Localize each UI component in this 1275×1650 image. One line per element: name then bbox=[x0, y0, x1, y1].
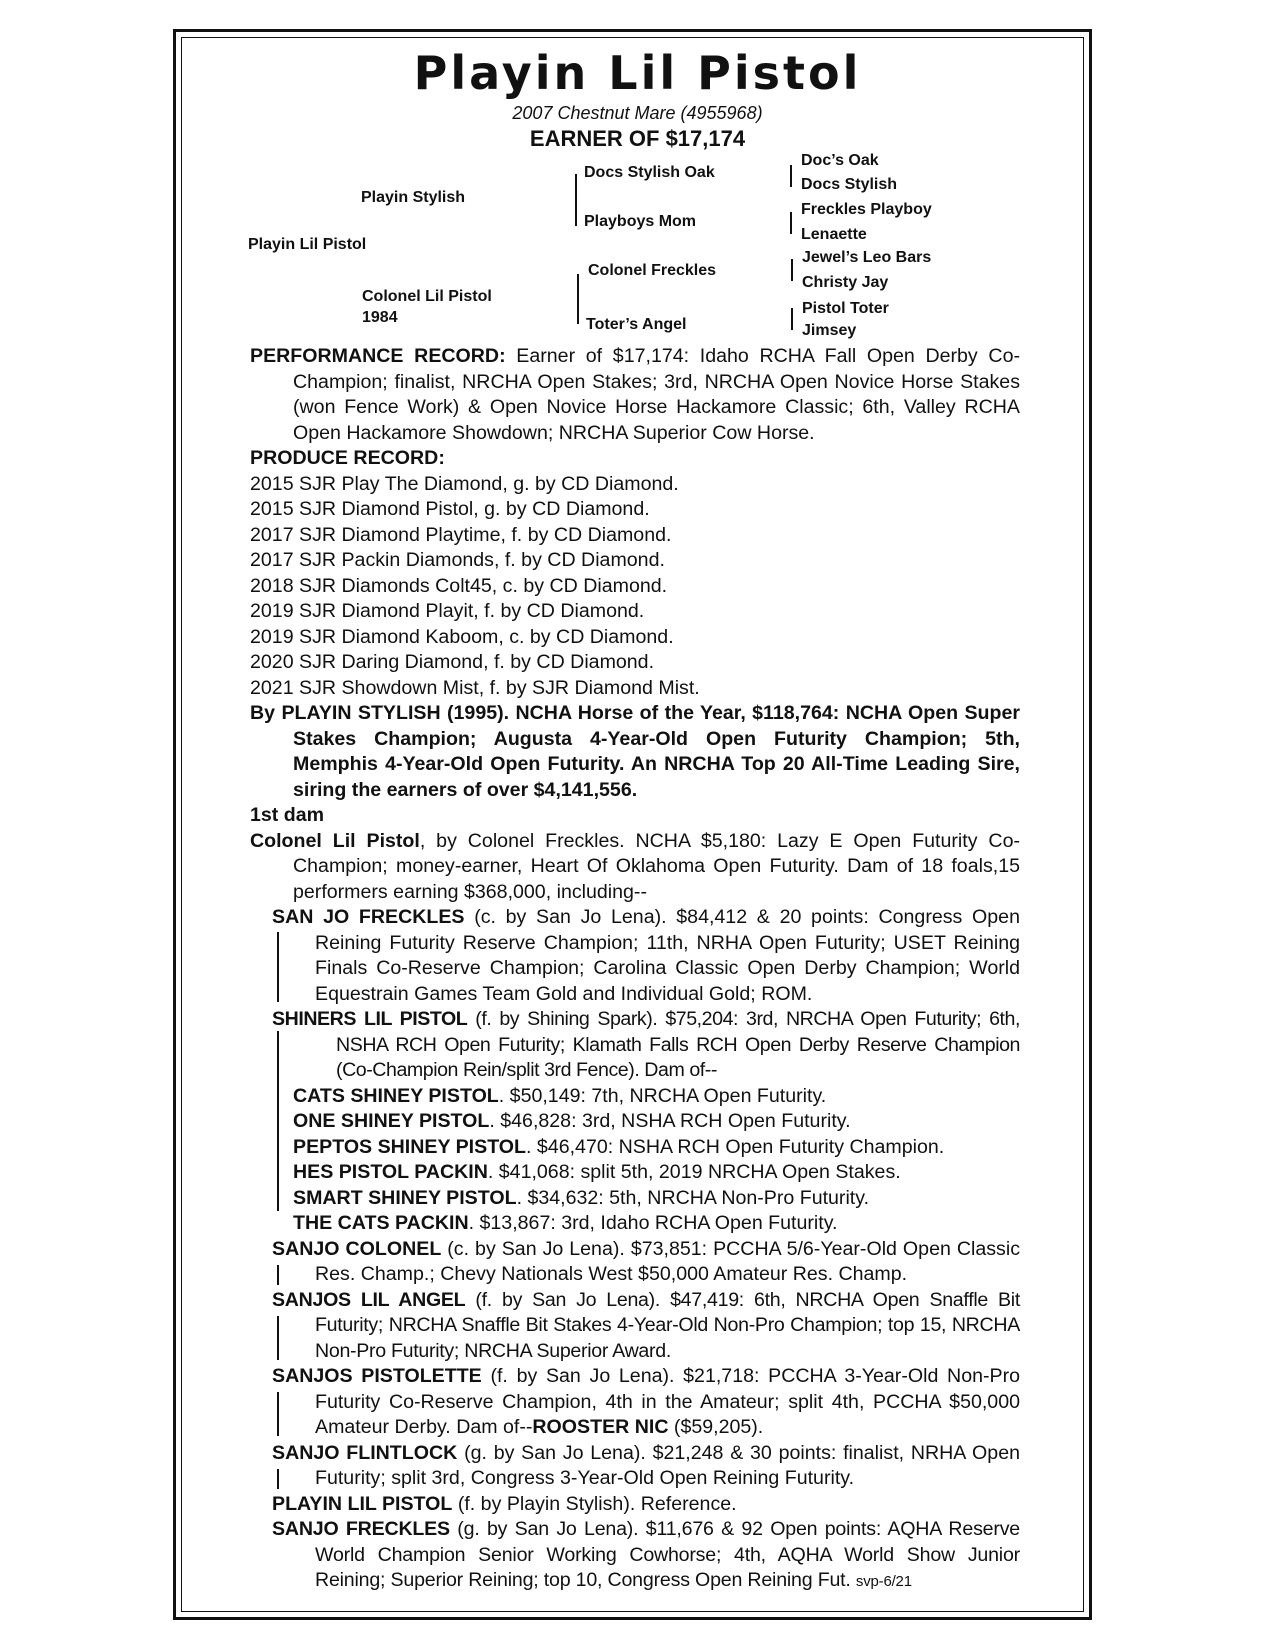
offspring-name: PLAYIN LIL PISTOL bbox=[272, 1492, 453, 1515]
produce-item: 2019 SJR Diamond Playit, f. by CD Diamond. bbox=[250, 600, 645, 622]
first-dam-name: Colonel Lil Pistol bbox=[250, 829, 420, 852]
grand-offspring-text: . $34,632: 5th, NRCHA Non-Pro Futurity. bbox=[516, 1186, 870, 1209]
grand-offspring-text: . $46,828: 3rd, NSHA RCH Open Futurity. bbox=[489, 1110, 851, 1132]
first-dam-heading bbox=[250, 803, 1020, 829]
offspring-record bbox=[250, 1492, 1020, 1518]
offspring-record bbox=[250, 1364, 1020, 1441]
grand-offspring-name: CATS SHINEY PISTOL bbox=[293, 1084, 499, 1107]
produce-item: 2020 SJR Daring Diamond, f. by CD Diamond. bbox=[250, 651, 655, 673]
produce-item: 2015 SJR Diamond Pistol, g. by CD Diamond. bbox=[250, 498, 650, 520]
offspring-entry bbox=[250, 1288, 1020, 1365]
offspring-text: (c. by San Jo Lena). $73,851: PCCHA 5/6-Year-Old Open Classic Res. Champ.; Chevy Nationals West $50,000 Amateur Res. Champ. bbox=[315, 1237, 1020, 1285]
grand-offspring-text: . $46,470: NSHA RCH Open Futurity Champion. bbox=[526, 1135, 945, 1158]
offspring-name: SANJO FRECKLES bbox=[272, 1518, 450, 1540]
offspring-name: SANJOS PISTOLETTE bbox=[272, 1365, 482, 1387]
offspring-text: (f. by Shining Spark). $75,204: 3rd, NRCHA Open Futurity; 6th, NSHA RCH Open Futurity; Klamath Falls RCH Open Derby Reserve Champion (Co-Champion Rein/split 3rd Fence). Dam of-- bbox=[336, 1008, 1020, 1081]
offspring-text: (g. by San Jo Lena). $11,676 & 92 Open points: AQHA Reserve World Champion Senior Working Cowhorse; 4th, AQHA World Show Junior Reining; Superior Reining; top 10, Congress Open Reining Fut. bbox=[315, 1518, 1020, 1591]
offspring-text: (f. by San Jo Lena). $21,718: PCCHA 3-Year-Old Non-Pro Futurity Co-Reserve Champion, 4th in the Amateur; split 4th, PCCHA $50,000 Amateur Derby. Dam of-- bbox=[315, 1365, 1021, 1438]
pedigree-gen3-4: Lenaette bbox=[801, 226, 867, 243]
pedigree-bracket bbox=[791, 259, 793, 281]
pedigree-gen3-8: Jimsey bbox=[802, 322, 857, 339]
offspring-name: SAN JO FRECKLES bbox=[272, 906, 465, 928]
page-title: Playin Lil Pistol bbox=[413, 46, 862, 100]
pedigree-bracket bbox=[577, 274, 579, 324]
pedigree-bracket bbox=[575, 174, 577, 226]
produce-item: 2021 SJR Showdown Mist, f. by SJR Diamond Mist. bbox=[250, 676, 700, 699]
pedigree-gen3-7: Pistol Toter bbox=[802, 300, 889, 317]
produce-item: 2019 SJR Diamond Kaboom, c. by CD Diamond. bbox=[250, 625, 674, 648]
pedigree-dam: Colonel Lil Pistol bbox=[362, 288, 492, 305]
catalog-body bbox=[250, 344, 1020, 1595]
grand-offspring-item bbox=[250, 1211, 1020, 1237]
performance-record bbox=[250, 344, 1020, 446]
grand-offspring-text: . $50,149: 7th, NRCHA Open Futurity. bbox=[498, 1084, 827, 1107]
offspring-text: (g. by San Jo Lena). $21,248 & 30 points: finalist, NRHA Open Futurity; split 3rd, Congress 3-Year-Old Open Reining Futurity. bbox=[315, 1441, 1020, 1489]
grand-offspring-name: SMART SHINEY PISTOL bbox=[293, 1186, 517, 1209]
pedigree-subject: Playin Lil Pistol bbox=[248, 236, 367, 253]
pedigree-gen3-5: Jewel’s Leo Bars bbox=[802, 249, 932, 266]
offspring-text: (c. by San Jo Lena). $84,412 & 20 points: Congress Open Reining Futurity Reserve Champion; 11th, NRHA Open Futurity; USET Reining Finals Co-Reserve Champion; Carolina Classic Open Derby Champion; World Equestrain Games Team Gold and Individual Gold; ROM. bbox=[315, 906, 1020, 1005]
offspring-extra-name: ROOSTER NIC bbox=[532, 1416, 669, 1438]
grand-offspring-text: . $13,867: 3rd, Idaho RCHA Open Futurity. bbox=[468, 1212, 838, 1234]
offspring-extra-text: ($59,205). bbox=[668, 1416, 764, 1438]
grand-offspring-name: PEPTOS SHINEY PISTOL bbox=[293, 1135, 527, 1158]
first-dam-text: , by Colonel Freckles. NCHA $5,180: Lazy E Open Futurity Co-Champion; money-earner, Heart Of Oklahoma Open Futurity. Dam of 18 foals,15 performers earning $368,000, including-- bbox=[293, 829, 1020, 903]
pedigree-sire: Playin Stylish bbox=[361, 189, 466, 206]
offspring-entry bbox=[250, 1364, 1020, 1441]
first-dam-record bbox=[250, 829, 1020, 906]
offspring-entry bbox=[250, 1007, 1020, 1237]
document-code: svp-6/21 bbox=[855, 1573, 912, 1590]
pedigree-bracket bbox=[790, 165, 792, 187]
offspring-record bbox=[250, 1007, 1020, 1084]
grand-offspring-item bbox=[250, 1186, 1020, 1212]
pedigree-dam-sire: Colonel Freckles bbox=[588, 262, 717, 279]
offspring-record bbox=[250, 1288, 1020, 1365]
grand-offspring-item bbox=[250, 1160, 1020, 1186]
offspring-entry bbox=[250, 1492, 1020, 1518]
pedigree-dam-year: 1984 bbox=[362, 309, 398, 326]
first-dam-label: 1st dam bbox=[250, 804, 325, 826]
grand-offspring-item bbox=[250, 1084, 1020, 1110]
offspring-entry bbox=[250, 1517, 1020, 1595]
pedigree-gen3-3: Freckles Playboy bbox=[801, 201, 932, 218]
grand-offspring-name: ONE SHINEY PISTOL bbox=[293, 1110, 490, 1132]
offspring-bracket bbox=[277, 932, 279, 1002]
pedigree-gen3-6: Christy Jay bbox=[802, 274, 889, 291]
offspring-bracket bbox=[277, 1265, 279, 1285]
produce-list bbox=[250, 472, 1020, 702]
offspring-name: SANJO COLONEL bbox=[272, 1237, 442, 1260]
grand-offspring-item bbox=[250, 1109, 1020, 1135]
pedigree-bracket bbox=[790, 212, 792, 234]
offspring-name: SHINERS LIL PISTOL bbox=[272, 1008, 468, 1030]
produce-heading bbox=[250, 446, 1020, 472]
produce-item: 2017 SJR Packin Diamonds, f. by CD Diamond. bbox=[250, 549, 665, 571]
offspring-bracket bbox=[277, 1469, 279, 1489]
pedigree-gen3-2: Docs Stylish bbox=[801, 176, 898, 193]
pedigree-bracket bbox=[791, 308, 793, 330]
performance-label: PERFORMANCE RECORD: bbox=[250, 345, 506, 367]
offspring-name: SANJOS LIL ANGEL bbox=[272, 1288, 466, 1311]
pedigree-gen3-1: Doc’s Oak bbox=[801, 152, 879, 169]
horse-description: 2007 Chestnut Mare (4955968) bbox=[512, 103, 763, 123]
offspring-text: (f. by Playin Stylish). Reference. bbox=[452, 1492, 737, 1515]
offspring-record bbox=[250, 905, 1020, 1007]
offspring-bracket bbox=[277, 1031, 279, 1211]
produce-item: 2015 SJR Play The Diamond, g. by CD Diamond. bbox=[250, 472, 679, 495]
produce-item: 2018 SJR Diamonds Colt45, c. by CD Diamond. bbox=[250, 574, 668, 597]
grand-offspring-name: HES PISTOL PACKIN bbox=[293, 1161, 488, 1183]
offspring-text: (f. by San Jo Lena). $47,419: 6th, NRCHA Open Snaffle Bit Futurity; NRCHA Snaffle Bit Stakes 4-Year-Old Non-Pro Champion; top 15, NRCHA Non-Pro Futurity; NRCHA Superior Award. bbox=[315, 1288, 1021, 1362]
offspring-record bbox=[250, 1237, 1020, 1288]
pedigree-sire-sire: Docs Stylish Oak bbox=[584, 164, 715, 181]
sire-note-text: By PLAYIN STYLISH (1995). NCHA Horse of the Year, $118,764: NCHA Open Super Stakes Champion; Augusta 4-Year-Old Open Futurity Champion; 5th, Memphis 4-Year-Old Open Futurity. An NRCHA Top 20 All-Time Leading Sire, siring the earners of over $4,141,556. bbox=[250, 702, 1020, 801]
offspring-entry bbox=[250, 1441, 1020, 1492]
performance-text: Earner of $17,174: Idaho RCHA Fall Open Derby Co-Champion; finalist, NRCHA Open Stakes; 3rd, NRCHA Open Novice Horse Stakes (won Fence Work) & Open Novice Horse Hackamore Classic; 6th, Valley RCHA Open Hackamore Showdown; NRCHA Superior Cow Horse. bbox=[293, 345, 1020, 444]
offspring-entry bbox=[250, 1237, 1020, 1288]
pedigree-dam-dam: Toter’s Angel bbox=[586, 316, 687, 333]
grand-offspring-text: . $41,068: split 5th, 2019 NRCHA Open Stakes. bbox=[487, 1161, 901, 1183]
grand-offspring-item bbox=[250, 1135, 1020, 1161]
offspring-entry bbox=[250, 905, 1020, 1007]
produce-item: 2017 SJR Diamond Playtime, f. by CD Diamond. bbox=[250, 523, 672, 546]
offspring-record bbox=[250, 1517, 1020, 1595]
produce-label: PRODUCE RECORD: bbox=[250, 447, 445, 469]
offspring-bracket bbox=[277, 1316, 279, 1360]
offspring-bracket bbox=[277, 1392, 279, 1436]
pedigree-sire-dam: Playboys Mom bbox=[584, 213, 697, 230]
earnings-heading: EARNER OF $17,174 bbox=[529, 126, 746, 151]
sire-note bbox=[250, 701, 1020, 803]
offspring-record bbox=[250, 1441, 1020, 1492]
offspring-name: SANJO FLINTLOCK bbox=[272, 1441, 458, 1464]
grand-offspring-name: THE CATS PACKIN bbox=[293, 1212, 469, 1234]
